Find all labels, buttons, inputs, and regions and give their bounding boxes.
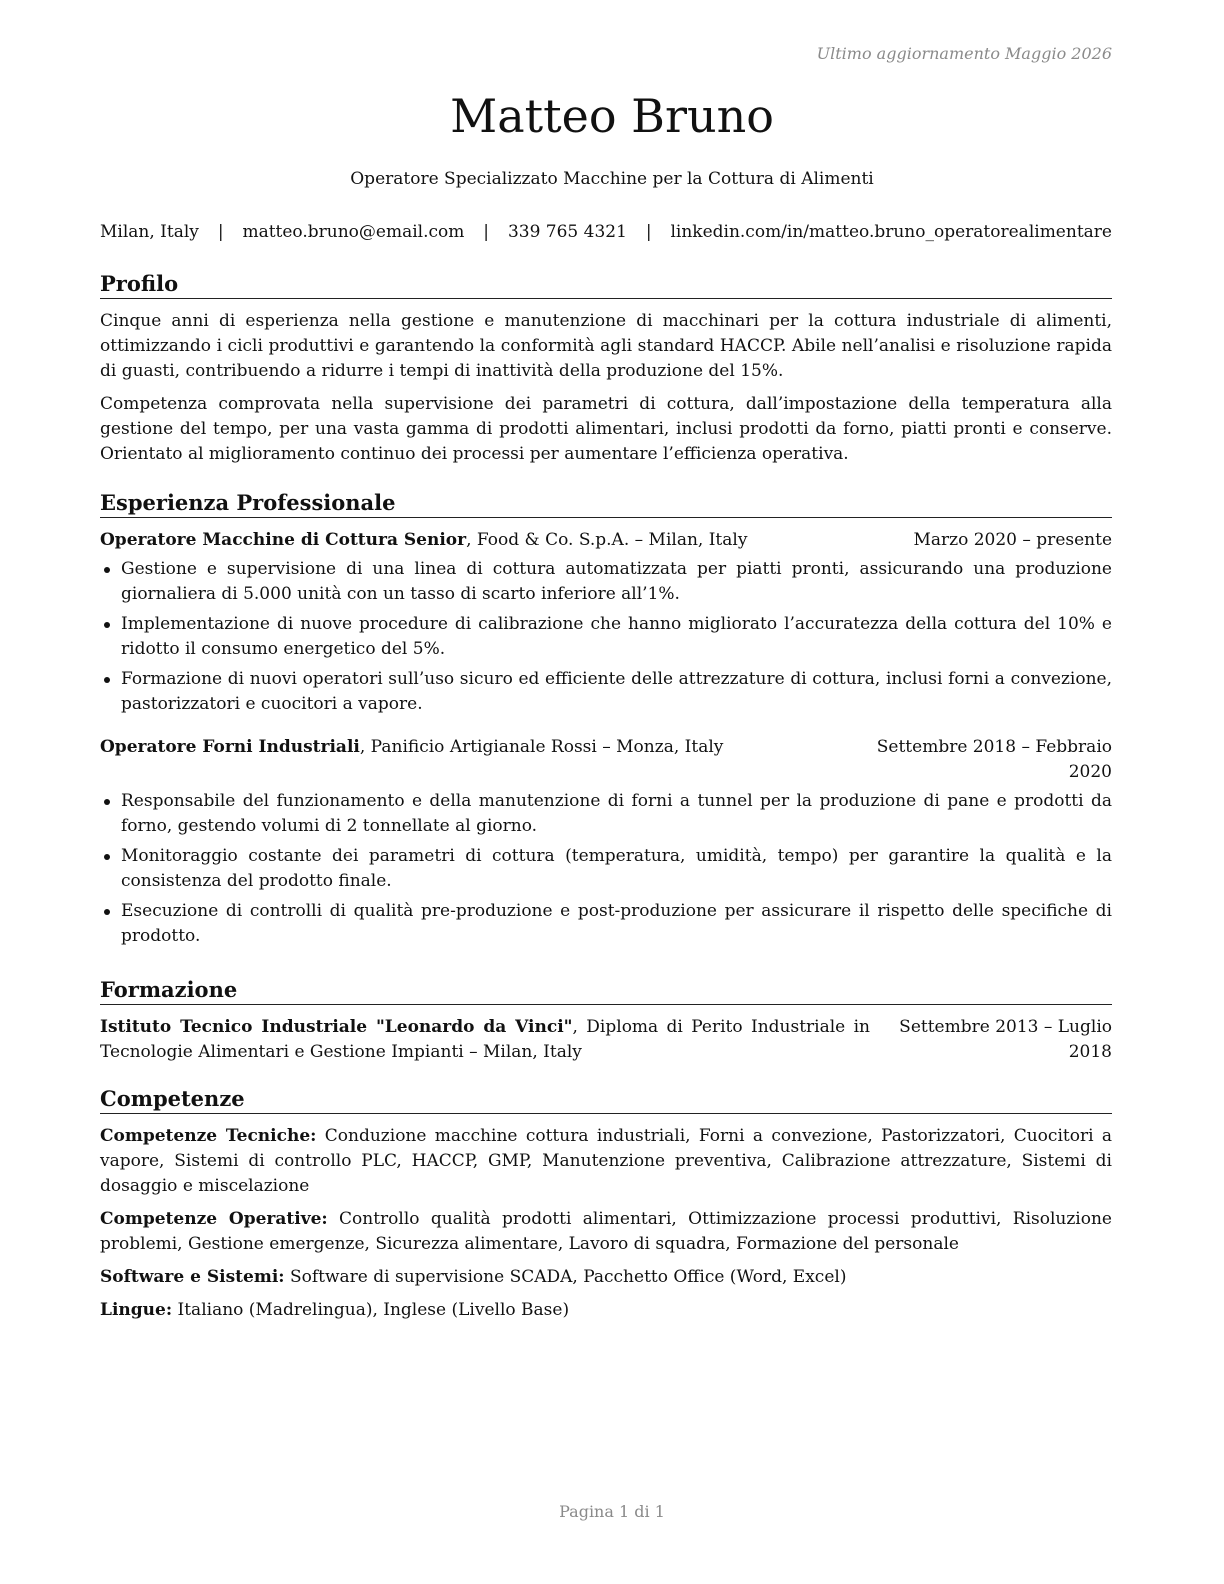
skill-text: Conduzione macchine cottura industriali, Forni a convezione, Pastorizzatori, Cuocitori a vapore, Sistemi di controllo PLC, HACCP, GMP, Manutenzione preventiva, Calibrazione attrezzature, Sistemi di dosaggio e miscelazione (100, 1126, 1112, 1196)
contact-linkedin[interactable]: linkedin.com/in/matteo.bruno_operatorealimentare (670, 222, 1112, 242)
list-item: Monitoraggio costante dei parametri di cottura (temperatura, umidità, tempo) per garantire la qualità e la consistenza del prodotto finale. (100, 844, 1112, 894)
education-entry (100, 1015, 1112, 1065)
skill-text: Software di supervisione SCADA, Pacchetto Office (Word, Excel) (284, 1267, 847, 1287)
list-item: Implementazione di nuove procedure di calibrazione che hanno migliorato l’accuratezza della cottura del 10% e ridotto il consumo energetico del 5%. (100, 612, 1112, 662)
list-item: Formazione di nuovi operatori sull’uso sicuro ed efficiente delle attrezzature di cottura, inclusi forni a convezione, pastorizzatori e cuocitori a vapore. (100, 667, 1112, 717)
contact-separator: | (483, 222, 490, 242)
job-bullets (100, 789, 1112, 949)
skill-group (100, 1298, 1112, 1323)
section-skills (100, 1085, 1112, 1331)
contact-separator: | (645, 222, 652, 242)
contact-location: Milan, Italy (100, 222, 199, 242)
education-school: Istituto Tecnico Industriale "Leonardo da Vinci" (100, 1017, 573, 1037)
list-item: Responsabile del funzionamento e della manutenzione di forni a tunnel per la produzione di pane e prodotti da forno, gestendo volumi di 2 tonnellate al giorno. (100, 789, 1112, 839)
profile-paragraph: Competenza comprovata nella supervisione dei parametri di cottura, dall’impostazione della temperatura alla gestione del tempo, per una vasta gamma di prodotti alimentari, inclusi prodotti da forno, piatti pronti e conserve. Orientato al miglioramento continuo dei processi per aumentare l’efficienza operativa. (100, 394, 1112, 464)
skill-text: Italiano (Madrelingua), Inglese (Livello Base) (172, 1300, 570, 1320)
job-bullets (100, 557, 1112, 717)
contact-line (100, 218, 1112, 246)
skill-label: Competenze Tecniche: (100, 1126, 317, 1146)
section-experience (100, 489, 1112, 954)
candidate-role: Operatore Specializzato Macchine per la Cottura di Alimenti (350, 169, 874, 189)
last-updated: Ultimo aggiornamento Maggio 2026 (816, 44, 1112, 63)
profile-paragraph: Cinque anni di esperienza nella gestione e manutenzione di macchinari per la cottura industriale di alimenti, ottimizzando i cicli produttivi e garantendo la conformità agli standard HACCP. Abile nell’analisi e risoluzione rapida di guasti, contribuendo a ridurre i tempi di inattività della produzione del 15%. (100, 311, 1112, 381)
skill-group (100, 1124, 1112, 1199)
contact-separator: | (217, 222, 224, 242)
job-company: , Food & Co. S.p.A. – Milan, Italy (466, 530, 748, 550)
contact-phone[interactable]: 339 765 4321 (507, 222, 627, 242)
section-education (100, 976, 1112, 1065)
skill-text: Controllo qualità prodotti alimentari, Ottimizzazione processi produttivi, Risoluzione problemi, Gestione emergenze, Sicurezza alimentare, Lavoro di squadra, Formazione del personale (100, 1209, 1112, 1254)
contact-email[interactable]: matteo.bruno@email.com (242, 222, 465, 242)
section-title: Competenze (100, 1085, 1112, 1114)
education-detail: , Diploma di Perito Industriale in Tecnologie Alimentari e Gestione Impianti – Milan, Italy (100, 1017, 870, 1062)
job-dates: Settembre 2018 – Febbraio 2020 (876, 737, 1112, 782)
job-entry (100, 735, 1112, 949)
job-role: Operatore Forni Industriali (100, 737, 360, 757)
job-company: , Panificio Artigianale Rossi – Monza, Italy (359, 737, 724, 757)
education-dates: Settembre 2013 – Luglio 2018 (899, 1017, 1112, 1062)
page-number: Pagina 1 di 1 (559, 1502, 665, 1521)
list-item: Gestione e supervisione di una linea di cottura automatizzata per piatti pronti, assicurando una produzione giornaliera di 5.000 unità con un tasso di scarto inferiore all’1%. (100, 557, 1112, 607)
job-header (100, 735, 1112, 785)
candidate-name: Matteo Bruno (450, 89, 774, 143)
job-role: Operatore Macchine di Cottura Senior (100, 530, 467, 550)
job-header (100, 528, 1112, 553)
job-dates: Marzo 2020 – presente (913, 530, 1112, 550)
skill-group (100, 1207, 1112, 1257)
section-title: Formazione (100, 976, 1112, 1005)
section-title: Esperienza Professionale (100, 489, 1112, 518)
job-entry (100, 528, 1112, 717)
skill-label: Lingue: (100, 1300, 173, 1320)
skill-group (100, 1265, 1112, 1290)
skill-label: Software e Sistemi: (100, 1267, 285, 1287)
section-profile (100, 270, 1112, 475)
section-title: Profilo (100, 270, 1112, 299)
skill-label: Competenze Operative: (100, 1209, 328, 1229)
list-item: Esecuzione di controlli di qualità pre-produzione e post-produzione per assicurare il rispetto delle specifiche di prodotto. (100, 899, 1112, 949)
